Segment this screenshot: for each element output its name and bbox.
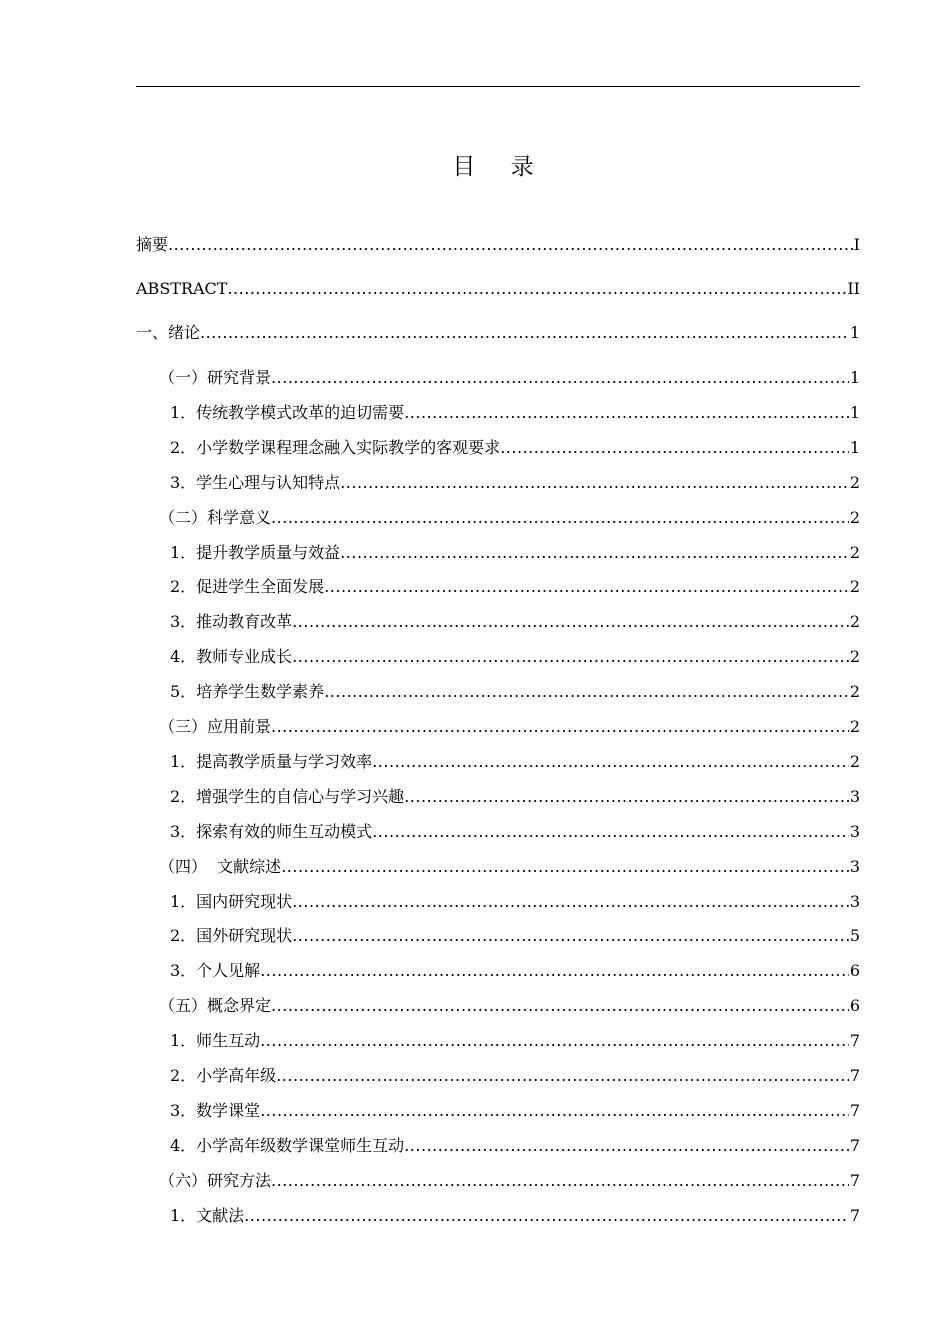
toc-entry[interactable] xyxy=(136,506,860,530)
toc-entry[interactable] xyxy=(136,959,860,983)
toc-entry-page-number: 1 xyxy=(849,402,860,422)
toc-entry-page-number: 7 xyxy=(849,1135,860,1155)
dot-leader xyxy=(372,750,849,774)
toc-entry-label: 2．促进学生全面发展 xyxy=(170,577,325,597)
toc-entry[interactable] xyxy=(136,321,860,345)
toc-entry-label: 2．国外研究现状 xyxy=(170,926,293,946)
toc-entry-page-number: 7 xyxy=(849,1205,860,1225)
toc-entry-page-number: II xyxy=(847,279,860,298)
toc-entry-label: （一）研究背景 xyxy=(159,368,272,387)
toc-entry-page-number: 2 xyxy=(849,717,860,736)
toc-entry-page-number: I xyxy=(853,235,860,254)
toc-entry-label: 一、绪论 xyxy=(136,323,201,342)
toc-entry-label: （六）研究方法 xyxy=(159,1170,272,1190)
dot-leader xyxy=(404,401,849,425)
toc-entry-label: 1．传统教学模式改革的迫切需要 xyxy=(170,402,405,422)
toc-entry-label: 4．小学高年级数学课堂师生互动 xyxy=(170,1135,405,1155)
toc-entry[interactable] xyxy=(136,233,860,257)
toc-entry-label: （二）科学意义 xyxy=(159,507,272,527)
toc-entry-label: ABSTRACT xyxy=(136,279,228,298)
toc-entry[interactable] xyxy=(136,610,860,634)
toc-entry-page-number: 5 xyxy=(849,926,860,946)
toc-entry[interactable] xyxy=(136,1204,860,1228)
toc-entry[interactable] xyxy=(136,1134,860,1158)
toc-entry[interactable] xyxy=(136,277,860,301)
dot-leader xyxy=(324,575,849,599)
toc-entry-page-number: 7 xyxy=(849,1031,860,1051)
dot-leader xyxy=(324,680,849,704)
toc-entry-label: 1．文献法 xyxy=(170,1205,245,1225)
toc-entry-page-number: 3 xyxy=(849,786,860,806)
header-rule xyxy=(136,86,860,87)
dot-leader xyxy=(260,1029,849,1053)
toc-entry-page-number: 3 xyxy=(849,891,860,911)
toc-entry[interactable] xyxy=(136,1169,860,1193)
dot-leader xyxy=(340,541,849,565)
dot-leader xyxy=(500,436,849,460)
dot-leader xyxy=(271,715,849,739)
toc-entry-label: 3．数学课堂 xyxy=(170,1100,261,1120)
toc-entry-page-number: 1 xyxy=(849,437,860,457)
dot-leader xyxy=(292,890,849,914)
dot-leader xyxy=(271,1169,849,1193)
toc-entry[interactable] xyxy=(136,366,860,390)
dot-leader xyxy=(271,994,849,1018)
toc-entry-page-number: 2 xyxy=(849,612,860,632)
toc-entry-label: 1．国内研究现状 xyxy=(170,891,293,911)
toc-entry[interactable] xyxy=(136,680,860,704)
dot-leader xyxy=(404,1134,849,1158)
dot-leader xyxy=(271,506,849,530)
toc-entry[interactable] xyxy=(136,1064,860,1088)
dot-leader xyxy=(260,959,849,983)
dot-leader xyxy=(292,924,849,948)
dot-leader xyxy=(244,1204,849,1228)
toc-entry[interactable] xyxy=(136,890,860,914)
toc-entry-page-number: 3 xyxy=(849,856,860,876)
toc-entry-label: 1．提升教学质量与效益 xyxy=(170,542,341,562)
toc-entry[interactable] xyxy=(136,1029,860,1053)
dot-leader xyxy=(292,610,849,634)
toc-entry[interactable] xyxy=(136,750,860,774)
toc-entry-page-number: 2 xyxy=(849,472,860,492)
dot-leader xyxy=(276,1064,849,1088)
toc-entry[interactable] xyxy=(136,1099,860,1123)
toc-entry-label: 摘要 xyxy=(136,235,169,254)
toc-entry-page-number: 2 xyxy=(849,682,860,702)
toc-entry-label: 3．学生心理与认知特点 xyxy=(170,472,341,492)
toc-entry-label: （四） 文献综述 xyxy=(159,856,282,876)
toc-entry-page-number: 7 xyxy=(849,1100,860,1120)
toc-entry-page-number: 3 xyxy=(849,821,860,841)
dot-leader xyxy=(340,471,849,495)
toc-entry[interactable] xyxy=(136,994,860,1018)
toc-title: 目 录 xyxy=(452,154,548,180)
toc-entry-page-number: 7 xyxy=(849,1066,860,1085)
toc-entry-label: 1．师生互动 xyxy=(170,1031,261,1051)
toc-entry[interactable] xyxy=(136,645,860,669)
toc-entry-label: 3．推动教育改革 xyxy=(170,612,293,632)
dot-leader xyxy=(292,645,849,669)
toc-entry-label: 5．培养学生数学素养 xyxy=(170,682,325,702)
dot-leader xyxy=(281,855,849,879)
dot-leader xyxy=(227,277,846,301)
toc-entry-label: 3．探索有效的师生互动模式 xyxy=(170,821,373,841)
toc-entry-label: 2．增强学生的自信心与学习兴趣 xyxy=(170,786,405,806)
toc-entry-label: （三）应用前景 xyxy=(159,717,272,736)
toc-entry-label: 4．教师专业成长 xyxy=(170,647,293,667)
toc-entry-page-number: 1 xyxy=(849,323,860,342)
toc-entry-page-number: 2 xyxy=(849,751,860,771)
toc-entry-label: 3．个人见解 xyxy=(170,961,261,981)
toc-entry[interactable] xyxy=(136,855,860,879)
toc-entry-page-number: 6 xyxy=(849,961,860,981)
toc-entry-page-number: 2 xyxy=(849,647,860,667)
toc-entry-page-number: 1 xyxy=(849,368,860,387)
toc-entry[interactable] xyxy=(136,471,860,495)
toc-entry-page-number: 2 xyxy=(849,542,860,562)
dot-leader xyxy=(372,820,849,844)
dot-leader xyxy=(200,321,849,345)
toc-entry-page-number: 2 xyxy=(849,507,860,527)
toc-entry-label: （五）概念界定 xyxy=(159,996,272,1016)
toc-entry[interactable] xyxy=(136,401,860,425)
toc-entry[interactable] xyxy=(136,575,860,599)
toc-entry-label: 2．小学高年级 xyxy=(170,1066,277,1085)
toc-entry-page-number: 6 xyxy=(849,996,860,1016)
toc-entry-label: 2．小学数学课程理念融入实际教学的客观要求 xyxy=(170,437,501,457)
dot-leader xyxy=(404,785,849,809)
toc-entry[interactable] xyxy=(136,715,860,739)
toc-entry[interactable] xyxy=(136,924,860,948)
toc-entry[interactable] xyxy=(136,820,860,844)
toc-entry[interactable] xyxy=(136,541,860,565)
dot-leader xyxy=(168,233,853,257)
toc-entry-page-number: 2 xyxy=(849,577,860,597)
toc-entry-label: 1．提高教学质量与学习效率 xyxy=(170,751,373,771)
toc-entry[interactable] xyxy=(136,785,860,809)
dot-leader xyxy=(260,1099,849,1123)
dot-leader xyxy=(271,366,849,390)
toc-entry-page-number: 7 xyxy=(849,1170,860,1190)
toc-entry[interactable] xyxy=(136,436,860,460)
